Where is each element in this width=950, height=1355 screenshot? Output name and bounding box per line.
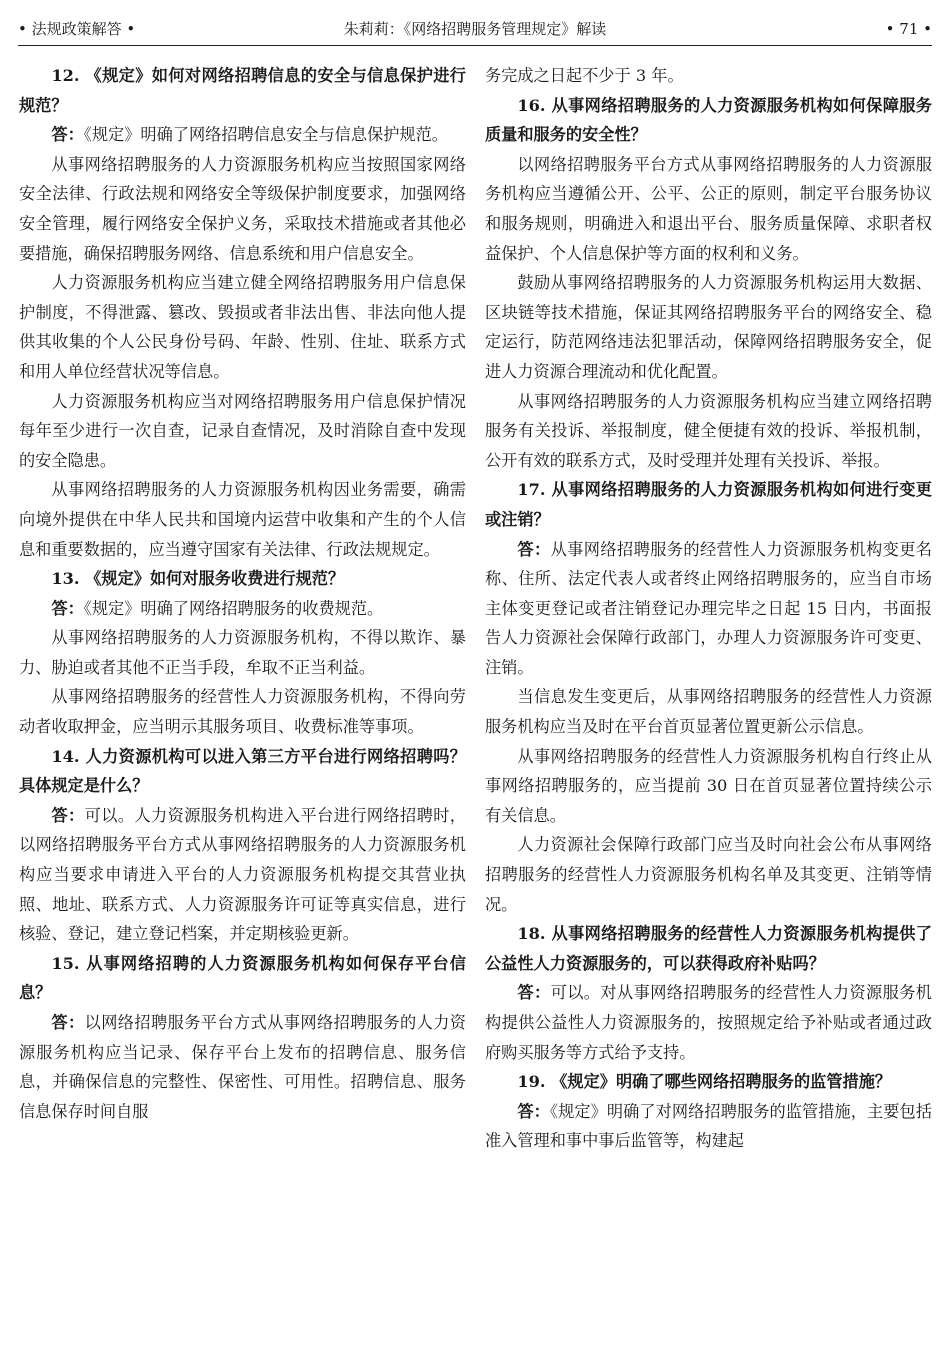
body-paragraph: 当信息发生变更后，从事网络招聘服务的经营性人力资源服务机构应当及时在平台首页显著位置更新公示信息。 (485, 687, 932, 737)
page-number: • 71 • (885, 20, 932, 38)
question-heading: 16. 从事网络招聘服务的人力资源服务机构如何保障服务质量和服务的安全性？ (485, 95, 932, 145)
answer-text: 以网络招聘服务平台方式从事网络招聘服务的人力资源服务机构应当记录、保存平台上发布的招聘信息、服务信息，并确保信息的完整性、保密性、可用性。招聘信息、服务信息保存时间自服 (19, 1013, 466, 1121)
answer-text: 《规定》明确了网络招聘服务的收费规范。 (83, 598, 384, 618)
body-paragraph: 人力资源服务机构应当建立健全网络招聘服务用户信息保护制度，不得泄露、篡改、毁损或者非法出售、非法向他人提供其收集的个人公民身份号码、年龄、性别、住址、联系方式和用人单位经营状况等信息。 (19, 273, 466, 381)
section-label: • 法规政策解答 • (18, 20, 136, 38)
question-heading: 15. 从事网络招聘的人力资源服务机构如何保存平台信息？ (19, 953, 466, 1003)
right-column (485, 61, 932, 1351)
answer-lead: 答： (51, 125, 84, 145)
body-paragraph: 人力资源社会保障行政部门应当及时向社会公布从事网络招聘服务的经营性人力资源服务机构名单及其变更、注销等情况。 (485, 835, 932, 914)
answer-lead: 答： (51, 1013, 85, 1032)
body-paragraph: 以网络招聘服务平台方式从事网络招聘服务的人力资源服务机构应当遵循公开、公平、公正的原则，制定平台服务协议和服务规则，明确进入和退出平台、服务质量保障、求职者权益保护、个人信息保护等方面的权利和义务。 (485, 154, 932, 263)
body-paragraph: 从事网络招聘服务的人力资源服务机构因业务需要，确需向境外提供在中华人民共和国境内运营中收集和产生的个人信息和重要数据的，应当遵守国家有关法律、行政法规规定。 (19, 480, 466, 559)
answer-paragraph (485, 535, 932, 683)
answer-paragraph (485, 978, 932, 1067)
body-paragraph: 鼓励从事网络招聘服务的人力资源服务机构运用大数据、区块链等技术措施，保证其网络招聘服务平台的网络安全、稳定运行，防范网络违法犯罪活动，保障网络招聘服务安全，促进人力资源合理流动和优化配置。 (485, 273, 932, 381)
answer-lead: 答： (517, 983, 551, 1003)
answer-lead: 答： (51, 805, 85, 825)
body-paragraph: 从事网络招聘服务的人力资源服务机构应当按照国家网络安全法律、行政法规和网络安全等级保护制度要求，加强网络安全管理，履行网络安全保护义务，采取技术措施或者其他必要措施，确保招聘服务网络、信息系统和用户信息安全。 (19, 154, 466, 263)
answer-paragraph (19, 594, 466, 624)
question-heading: 13. 《规定》如何对服务收费进行规范？ (51, 569, 345, 589)
continued-paragraph: 务完成之日起不少于 3 年。 (485, 66, 684, 85)
question-heading: 18. 从事网络招聘服务的经营性人力资源服务机构提供了公益性人力资源服务的，可以获得政府补贴吗？ (485, 924, 932, 973)
answer-paragraph (19, 801, 466, 949)
article-title: 朱莉莉：《网络招聘服务管理规定》解读 (343, 20, 607, 38)
left-column (19, 61, 466, 1351)
question-heading: 19. 《规定》明确了哪些网络招聘服务的监管措施？ (517, 1072, 892, 1092)
answer-lead: 答： (51, 598, 84, 618)
answer-paragraph (19, 1008, 466, 1126)
running-header (18, 14, 932, 44)
question-heading: 17. 从事网络招聘服务的人力资源服务机构如何进行变更或注销？ (485, 480, 932, 529)
answer-lead: 答： (517, 1101, 550, 1121)
answer-text: 可以。对从事网络招聘服务的经营性人力资源服务机构提供公益性人力资源服务的，按照规定给予补贴或者通过政府购买服务等方式给予支持。 (485, 983, 932, 1062)
answer-text: 《规定》明确了网络招聘信息安全与信息保护规范。 (83, 125, 448, 145)
answer-text: 可以。人力资源服务机构进入平台进行网络招聘时，以网络招聘服务平台方式从事网络招聘服务的人力资源服务机构应当要求申请进入平台的人力资源服务机构提交其营业执照、地址、联系方式、人力资源服务许可证等真实信息，进行核验、登记，建立登记档案，并定期核验更新。 (19, 805, 466, 944)
answer-paragraph (485, 1097, 932, 1156)
body-paragraph: 从事网络招聘服务的人力资源服务机构，不得以欺诈、暴力、胁迫或者其他不正当手段，牟取不正当利益。 (19, 628, 466, 677)
answer-paragraph (19, 120, 466, 150)
answer-text: 《规定》明确了对网络招聘服务的监管措施，主要包括准入管理和事中事后监管等，构建起 (485, 1101, 932, 1151)
body-paragraph: 人力资源服务机构应当对网络招聘服务用户信息保护情况每年至少进行一次自查，记录自查情况，及时消除自查中发现的安全隐患。 (19, 391, 466, 470)
header-divider (18, 45, 932, 46)
answer-text: 从事网络招聘服务的经营性人力资源服务机构变更名称、住所、法定代表人或者终止网络招聘服务的，应当自市场主体变更登记或者注销登记办理完毕之日起 15 日内，书面报告人力资源社会保障行政部门，办理人力资源服务许可变更、注销。 (485, 539, 932, 677)
question-heading: 14. 人力资源机构可以进入第三方平台进行网络招聘吗？具体规定是什么？ (19, 746, 466, 796)
body-paragraph: 从事网络招聘服务的经营性人力资源服务机构，不得向劳动者收取押金，应当明示其服务项目、收费标准等事项。 (19, 687, 466, 737)
body-paragraph: 从事网络招聘服务的经营性人力资源服务机构自行终止从事网络招聘服务的，应当提前 30 日在首页显著位置持续公示有关信息。 (485, 746, 932, 825)
question-heading: 12. 《规定》如何对网络招聘信息的安全与信息保护进行规范？ (19, 66, 466, 115)
answer-lead: 答： (517, 539, 551, 559)
body-paragraph: 从事网络招聘服务的人力资源服务机构应当建立网络招聘服务有关投诉、举报制度，健全便捷有效的投诉、举报机制，公开有效的联系方式，及时受理并处理有关投诉、举报。 (485, 391, 932, 470)
